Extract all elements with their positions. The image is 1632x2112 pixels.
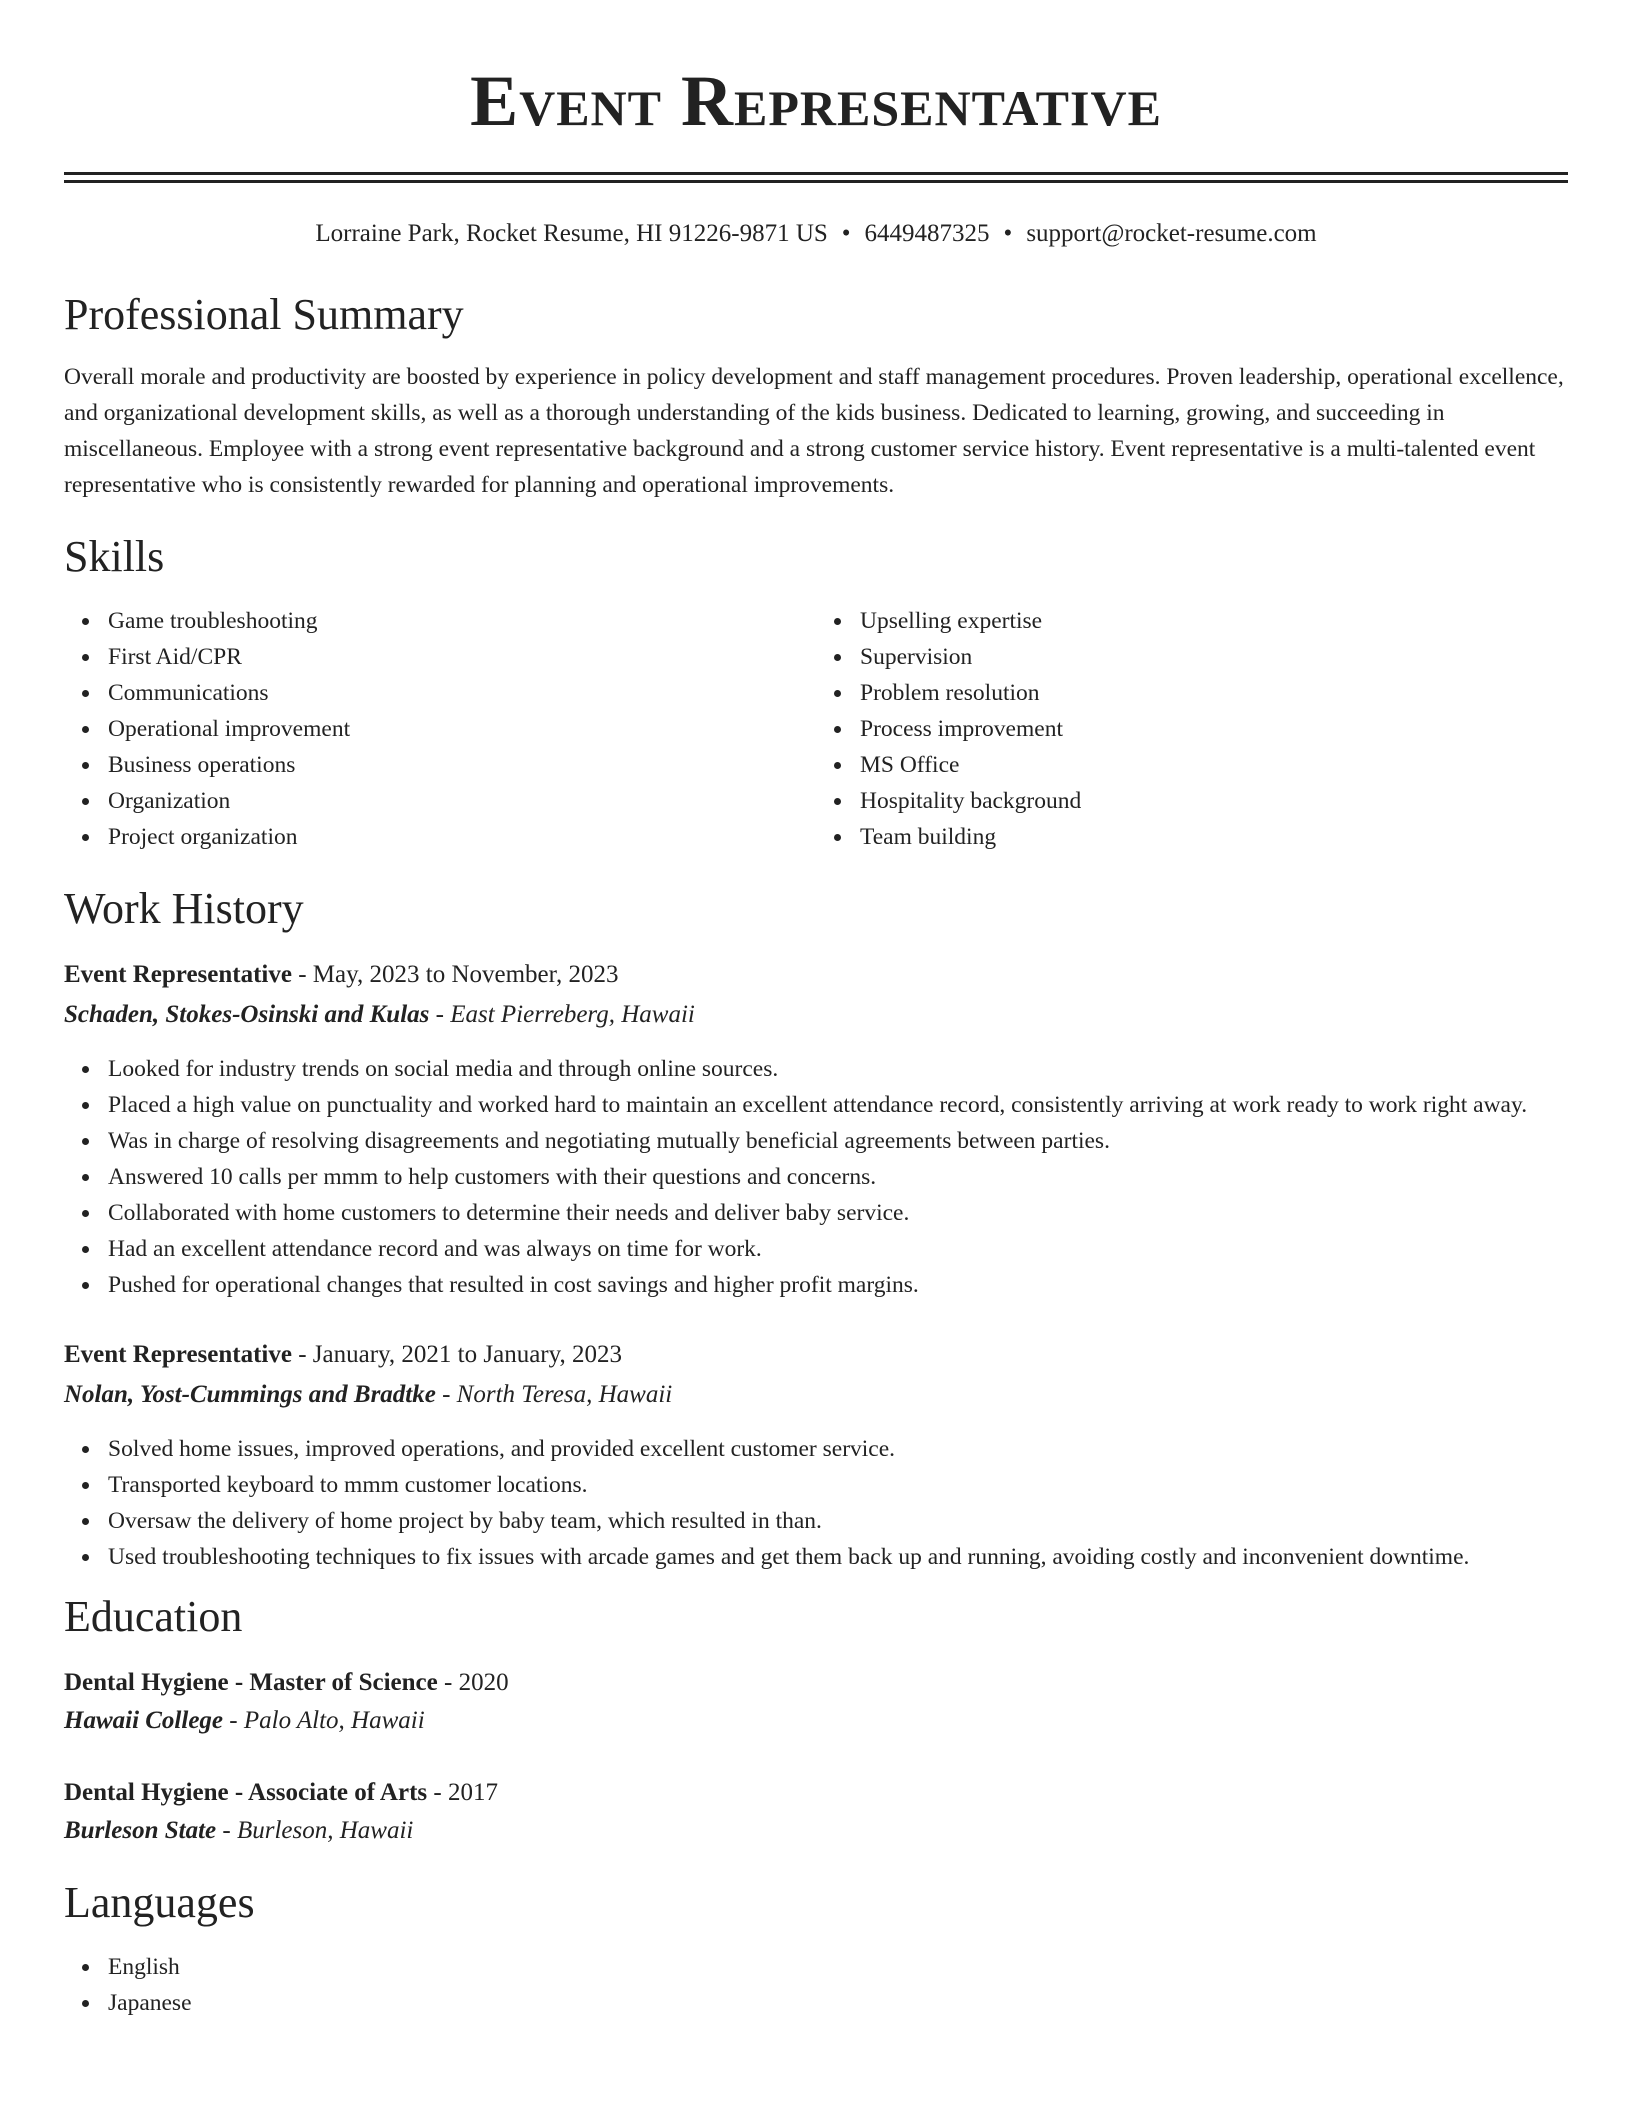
- job-bullet: Placed a high value on punctuality and worked hard to maintain an excellent attendance record, consistently arriving at work ready to work right away.: [108, 1087, 1568, 1123]
- contact-address: Lorraine Park, Rocket Resume, HI 91226-9871 US: [315, 220, 828, 247]
- skills-section: [64, 531, 1568, 855]
- job-bullet: Solved home issues, improved operations, and provided excellent customer service.: [108, 1431, 1568, 1467]
- job-company: Nolan, Yost-Cummings and Bradtke: [64, 1381, 436, 1408]
- job-location: - East Pierreberg, Hawaii: [429, 1001, 695, 1028]
- summary-text: Overall morale and productivity are boosted by experience in policy development and staff management procedures. Proven leadership, operational excellence, and organizational development skills, as well as a thorough understanding of the kids business. Dedicated to learning, growing, and succeeding in miscellaneous. Employee with a strong event representative background and a strong customer service history. Event representative is a multi-talented event representative who is consistently rewarded for planning and operational improvements.: [64, 364, 1564, 498]
- languages-list: [64, 1949, 1568, 2021]
- bullet-separator: •: [1003, 220, 1013, 247]
- job-bullets: [64, 1431, 1568, 1575]
- contact-email: support@rocket-resume.com: [1026, 220, 1317, 247]
- skill-item: Process improvement: [860, 711, 1568, 747]
- education-entry: [64, 1665, 1568, 1739]
- language-item: Japanese: [108, 1985, 1568, 2021]
- education-section: [64, 1591, 1568, 1849]
- job-entry: [64, 1337, 1568, 1575]
- skill-item: Operational improvement: [108, 711, 816, 747]
- job-bullet: Collaborated with home customers to determine their needs and deliver baby service.: [108, 1195, 1568, 1231]
- job-company-line: [64, 997, 1568, 1033]
- skill-item: MS Office: [860, 747, 1568, 783]
- job-title-line: [64, 1337, 1568, 1373]
- language-item: English: [108, 1949, 1568, 1985]
- skill-item: Project organization: [108, 819, 816, 855]
- summary-section: [64, 289, 1568, 503]
- edu-school: Hawaii College: [64, 1707, 224, 1734]
- header-double-rule: [64, 172, 1568, 183]
- skill-item: Problem resolution: [860, 675, 1568, 711]
- job-entry: [64, 957, 1568, 1303]
- skill-item: Upselling expertise: [860, 603, 1568, 639]
- edu-degree: Dental Hygiene - Associate of Arts: [64, 1779, 428, 1806]
- skill-item: Business operations: [108, 747, 816, 783]
- edu-school-line: [64, 1813, 1568, 1849]
- contact-line: [64, 219, 1568, 249]
- skill-item: First Aid/CPR: [108, 639, 816, 675]
- skill-item: Organization: [108, 783, 816, 819]
- bullet-separator: •: [841, 220, 851, 247]
- job-bullet: Pushed for operational changes that resulted in cost savings and higher profit margins.: [108, 1267, 1568, 1303]
- education-entry: [64, 1775, 1568, 1849]
- edu-title-line: [64, 1775, 1568, 1811]
- section-heading-summary: Professional Summary: [64, 290, 464, 339]
- section-heading-education: Education: [64, 1592, 243, 1641]
- job-bullet: Answered 10 calls per mmm to help customers with their questions and concerns.: [108, 1159, 1568, 1195]
- job-company: Schaden, Stokes-Osinski and Kulas: [64, 1001, 430, 1028]
- edu-year: - 2020: [437, 1669, 509, 1696]
- job-title: Event Representative: [64, 961, 292, 988]
- skills-columns: [64, 603, 1568, 855]
- job-bullets: [64, 1051, 1568, 1303]
- section-heading-skills: Skills: [64, 532, 165, 581]
- section-heading-work: Work History: [64, 884, 304, 933]
- edu-degree: Dental Hygiene - Master of Science: [64, 1669, 438, 1696]
- edu-location: - Palo Alto, Hawaii: [223, 1707, 425, 1734]
- job-bullet: Was in charge of resolving disagreements and negotiating mutually beneficial agreements between parties.: [108, 1123, 1568, 1159]
- job-dates: - May, 2023 to November, 2023: [291, 961, 619, 988]
- job-title-line: [64, 957, 1568, 993]
- job-company-line: [64, 1377, 1568, 1413]
- contact-phone: 6449487325: [864, 220, 990, 247]
- job-bullet: Used troubleshooting techniques to fix issues with arcade games and get them back up and running, avoiding costly and inconvenient downtime.: [108, 1539, 1568, 1575]
- skill-item: Supervision: [860, 639, 1568, 675]
- job-dates: - January, 2021 to January, 2023: [291, 1341, 622, 1368]
- job-title: Event Representative: [64, 1341, 292, 1368]
- job-location: - North Teresa, Hawaii: [435, 1381, 673, 1408]
- skills-list-left: [64, 603, 816, 855]
- work-history-section: [64, 883, 1568, 1575]
- job-bullet: Had an excellent attendance record and was always on time for work.: [108, 1231, 1568, 1267]
- edu-title-line: [64, 1665, 1568, 1701]
- skill-item: Game troubleshooting: [108, 603, 816, 639]
- skill-item: Hospitality background: [860, 783, 1568, 819]
- job-bullet: Oversaw the delivery of home project by baby team, which resulted in than.: [108, 1503, 1568, 1539]
- edu-location: - Burleson, Hawaii: [216, 1817, 414, 1844]
- edu-school-line: [64, 1703, 1568, 1739]
- edu-school: Burleson State: [64, 1817, 217, 1844]
- skill-item: Team building: [860, 819, 1568, 855]
- languages-section: [64, 1877, 1568, 2021]
- resume-name: Event Representative: [470, 61, 1162, 141]
- job-bullet: Looked for industry trends on social media and through online sources.: [108, 1051, 1568, 1087]
- edu-year: - 2017: [427, 1779, 498, 1806]
- skills-list-right: [816, 603, 1568, 855]
- section-heading-languages: Languages: [64, 1878, 255, 1927]
- job-bullet: Transported keyboard to mmm customer locations.: [108, 1467, 1568, 1503]
- skill-item: Communications: [108, 675, 816, 711]
